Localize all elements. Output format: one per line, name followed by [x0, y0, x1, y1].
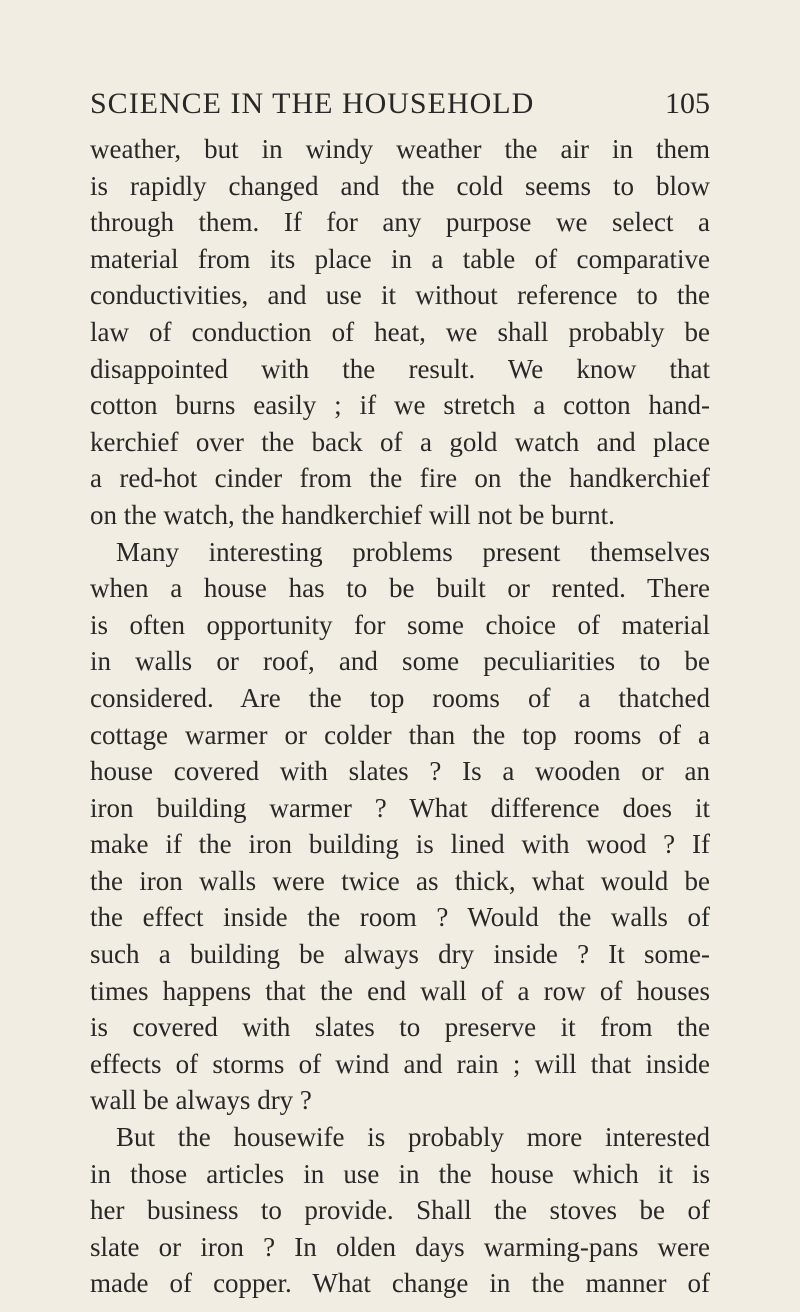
text-line: is covered with slates to preserve it from the — [90, 1012, 710, 1043]
text-line: effects of storms of wind and rain ; will that inside — [90, 1048, 710, 1079]
paragraph-first-line: But the housewife is probably more interested — [116, 1122, 710, 1153]
text-line: through them. If for any purpose we select a — [90, 207, 710, 238]
text-line: make if the iron building is lined with wood ? If — [90, 829, 710, 860]
running-head — [90, 84, 710, 124]
running-head-title: SCIENCE IN THE HOUSEHOLD — [90, 87, 535, 120]
text-line: cottage warmer or colder than the top rooms of a — [90, 719, 710, 750]
text-line: weather, but in windy weather the air in them — [90, 134, 710, 164]
text-line: material from its place in a table of comparative — [90, 243, 710, 274]
text-line: cotton burns easily ; if we stretch a cotton hand- — [90, 390, 710, 421]
text-line: made of copper. What change in the manner of — [90, 1268, 710, 1299]
text-line: the iron walls were twice as thick, what would be — [90, 865, 710, 896]
text-line: wall be always dry ? — [90, 1085, 312, 1116]
text-line: disappointed with the result. We know that — [90, 353, 710, 384]
page-number: 105 — [665, 87, 710, 120]
text-line: house covered with slates ? Is a wooden or an — [90, 756, 710, 787]
text-line: kerchief over the back of a gold watch and place — [90, 426, 710, 457]
text-line: is often opportunity for some choice of material — [90, 609, 710, 640]
text-line: a red-hot cinder from the fire on the handkerchief — [90, 463, 710, 494]
text-line: slate or iron ? In olden days warming-pans were — [90, 1231, 710, 1262]
text-line: her business to provide. Shall the stoves be of — [90, 1195, 710, 1226]
text-line: on the watch, the handkerchief will not be burnt. — [90, 499, 615, 530]
text-line: in those articles in use in the house which it is — [90, 1158, 710, 1189]
text-line: times happens that the end wall of a row of houses — [90, 975, 710, 1006]
text-line: when a house has to be built or rented. There — [90, 573, 710, 604]
text-line: iron building warmer ? What difference does it — [90, 792, 710, 823]
text-line: in walls or roof, and some peculiarities to be — [90, 646, 710, 677]
body-text — [90, 131, 710, 1302]
text-line: is rapidly changed and the cold seems to blow — [90, 170, 710, 201]
text-line: the effect inside the room ? Would the walls of — [90, 902, 710, 933]
text-line: law of conduction of heat, we shall probably be — [90, 316, 710, 347]
text-line: considered. Are the top rooms of a thatched — [90, 682, 710, 713]
text-line: conductivities, and use it without reference to the — [90, 280, 710, 311]
paragraph-first-line: Many interesting problems present themselves — [116, 536, 710, 567]
text-line: such a building be always dry inside ? It some- — [90, 939, 710, 970]
